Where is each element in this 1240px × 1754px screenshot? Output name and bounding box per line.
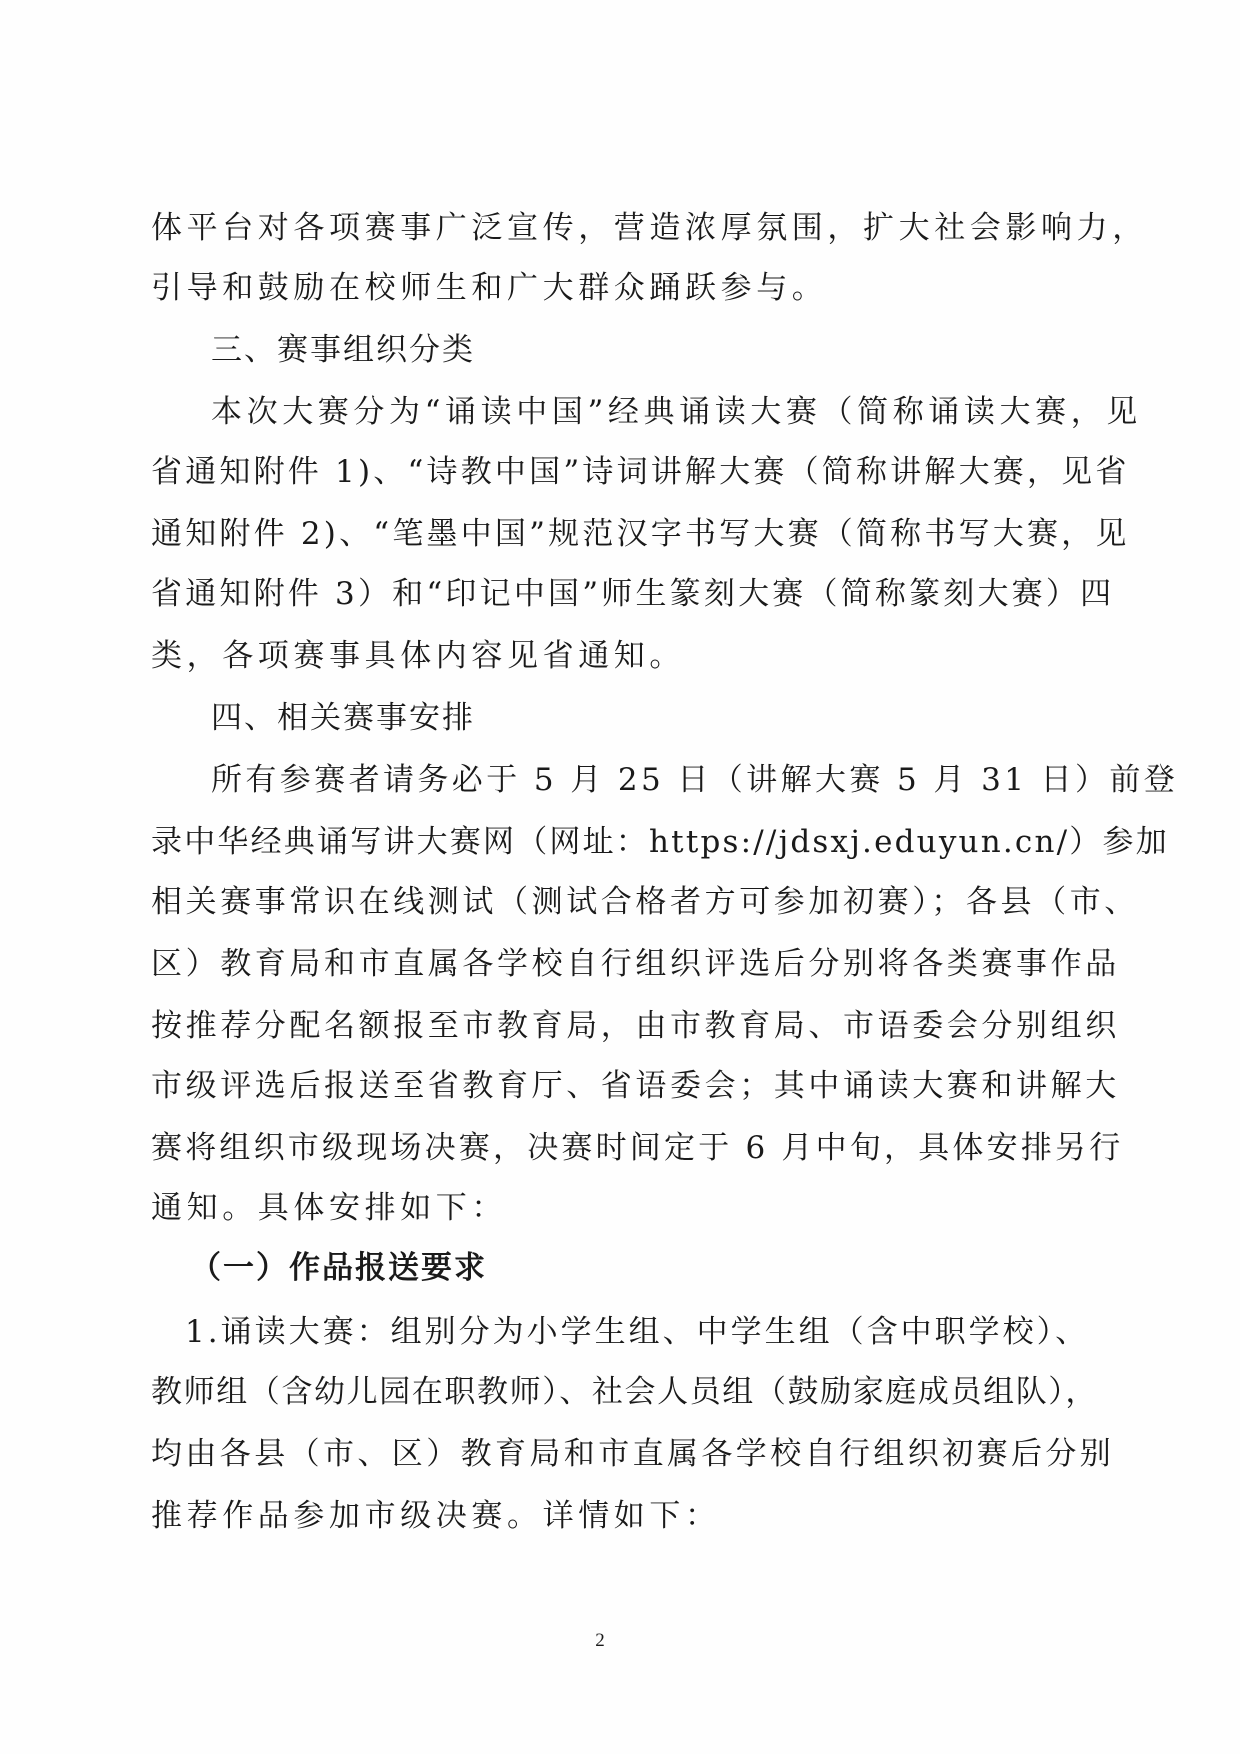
page-number: 2 [595,1630,605,1651]
body-line: 相关赛事常识在线测试（测试合格者方可参加初赛）；各县（市、 [151,884,1139,920]
body-line: 省通知附件 3）和“印记中国”师生篆刻大赛（简称篆刻大赛）四 [151,576,1115,612]
body-line: 均由各县（市、区）教育局和市直属各学校自行组织初赛后分别 [151,1436,1115,1472]
body-line-url: 录中华经典诵写讲大赛网（网址：https://jdsxj.eduyun.cn/）参加 [151,824,1169,860]
body-line: 本次大赛分为“诵读中国”经典诵读大赛（简称诵读大赛，见 [211,394,1142,430]
body-line: 省通知附件 1)、“诗教中国”诗词讲解大赛（简称讲解大赛，见省 [151,454,1130,490]
subsection-heading-1: （一）作品报送要求 [190,1250,487,1286]
body-line: 通知附件 2)、“笔墨中国”规范汉字书写大赛（简称书写大赛，见 [151,516,1130,552]
section-heading-4: 四、相关赛事安排 [211,700,475,736]
body-line: 类，各项赛事具体内容见省通知。 [151,638,685,674]
body-line: 通知。具体安排如下： [151,1190,507,1226]
body-line: 1.诵读大赛：组别分为小学生组、中学生组（含中职学校）、 [185,1314,1090,1350]
body-line: 引导和鼓励在校师生和广大群众踊跃参与。 [151,270,828,306]
body-line: 体平台对各项赛事广泛宣传，营造浓厚氛围，扩大社会影响力， [151,210,1148,246]
body-line: 市级评选后报送至省教育厅、省语委会；其中诵读大赛和讲解大 [151,1068,1120,1104]
body-line: 推荐作品参加市级决赛。详情如下： [151,1498,721,1534]
body-line: 所有参赛者请务必于 5 月 25 日（讲解大赛 5 月 31 日）前登 [211,762,1179,798]
body-line: 赛将组织市级现场决赛，决赛时间定于 6 月中旬，具体安排另行 [151,1130,1124,1166]
body-line: 按推荐分配名额报至市教育局，由市教育局、市语委会分别组织 [151,1008,1120,1044]
body-line: 教师组（含幼儿园在职教师）、社会人员组（鼓励家庭成员组队）， [151,1374,1098,1410]
body-line: 区）教育局和市直属各学校自行组织评选后分别将各类赛事作品 [151,946,1120,982]
section-heading-3: 三、赛事组织分类 [211,332,475,368]
